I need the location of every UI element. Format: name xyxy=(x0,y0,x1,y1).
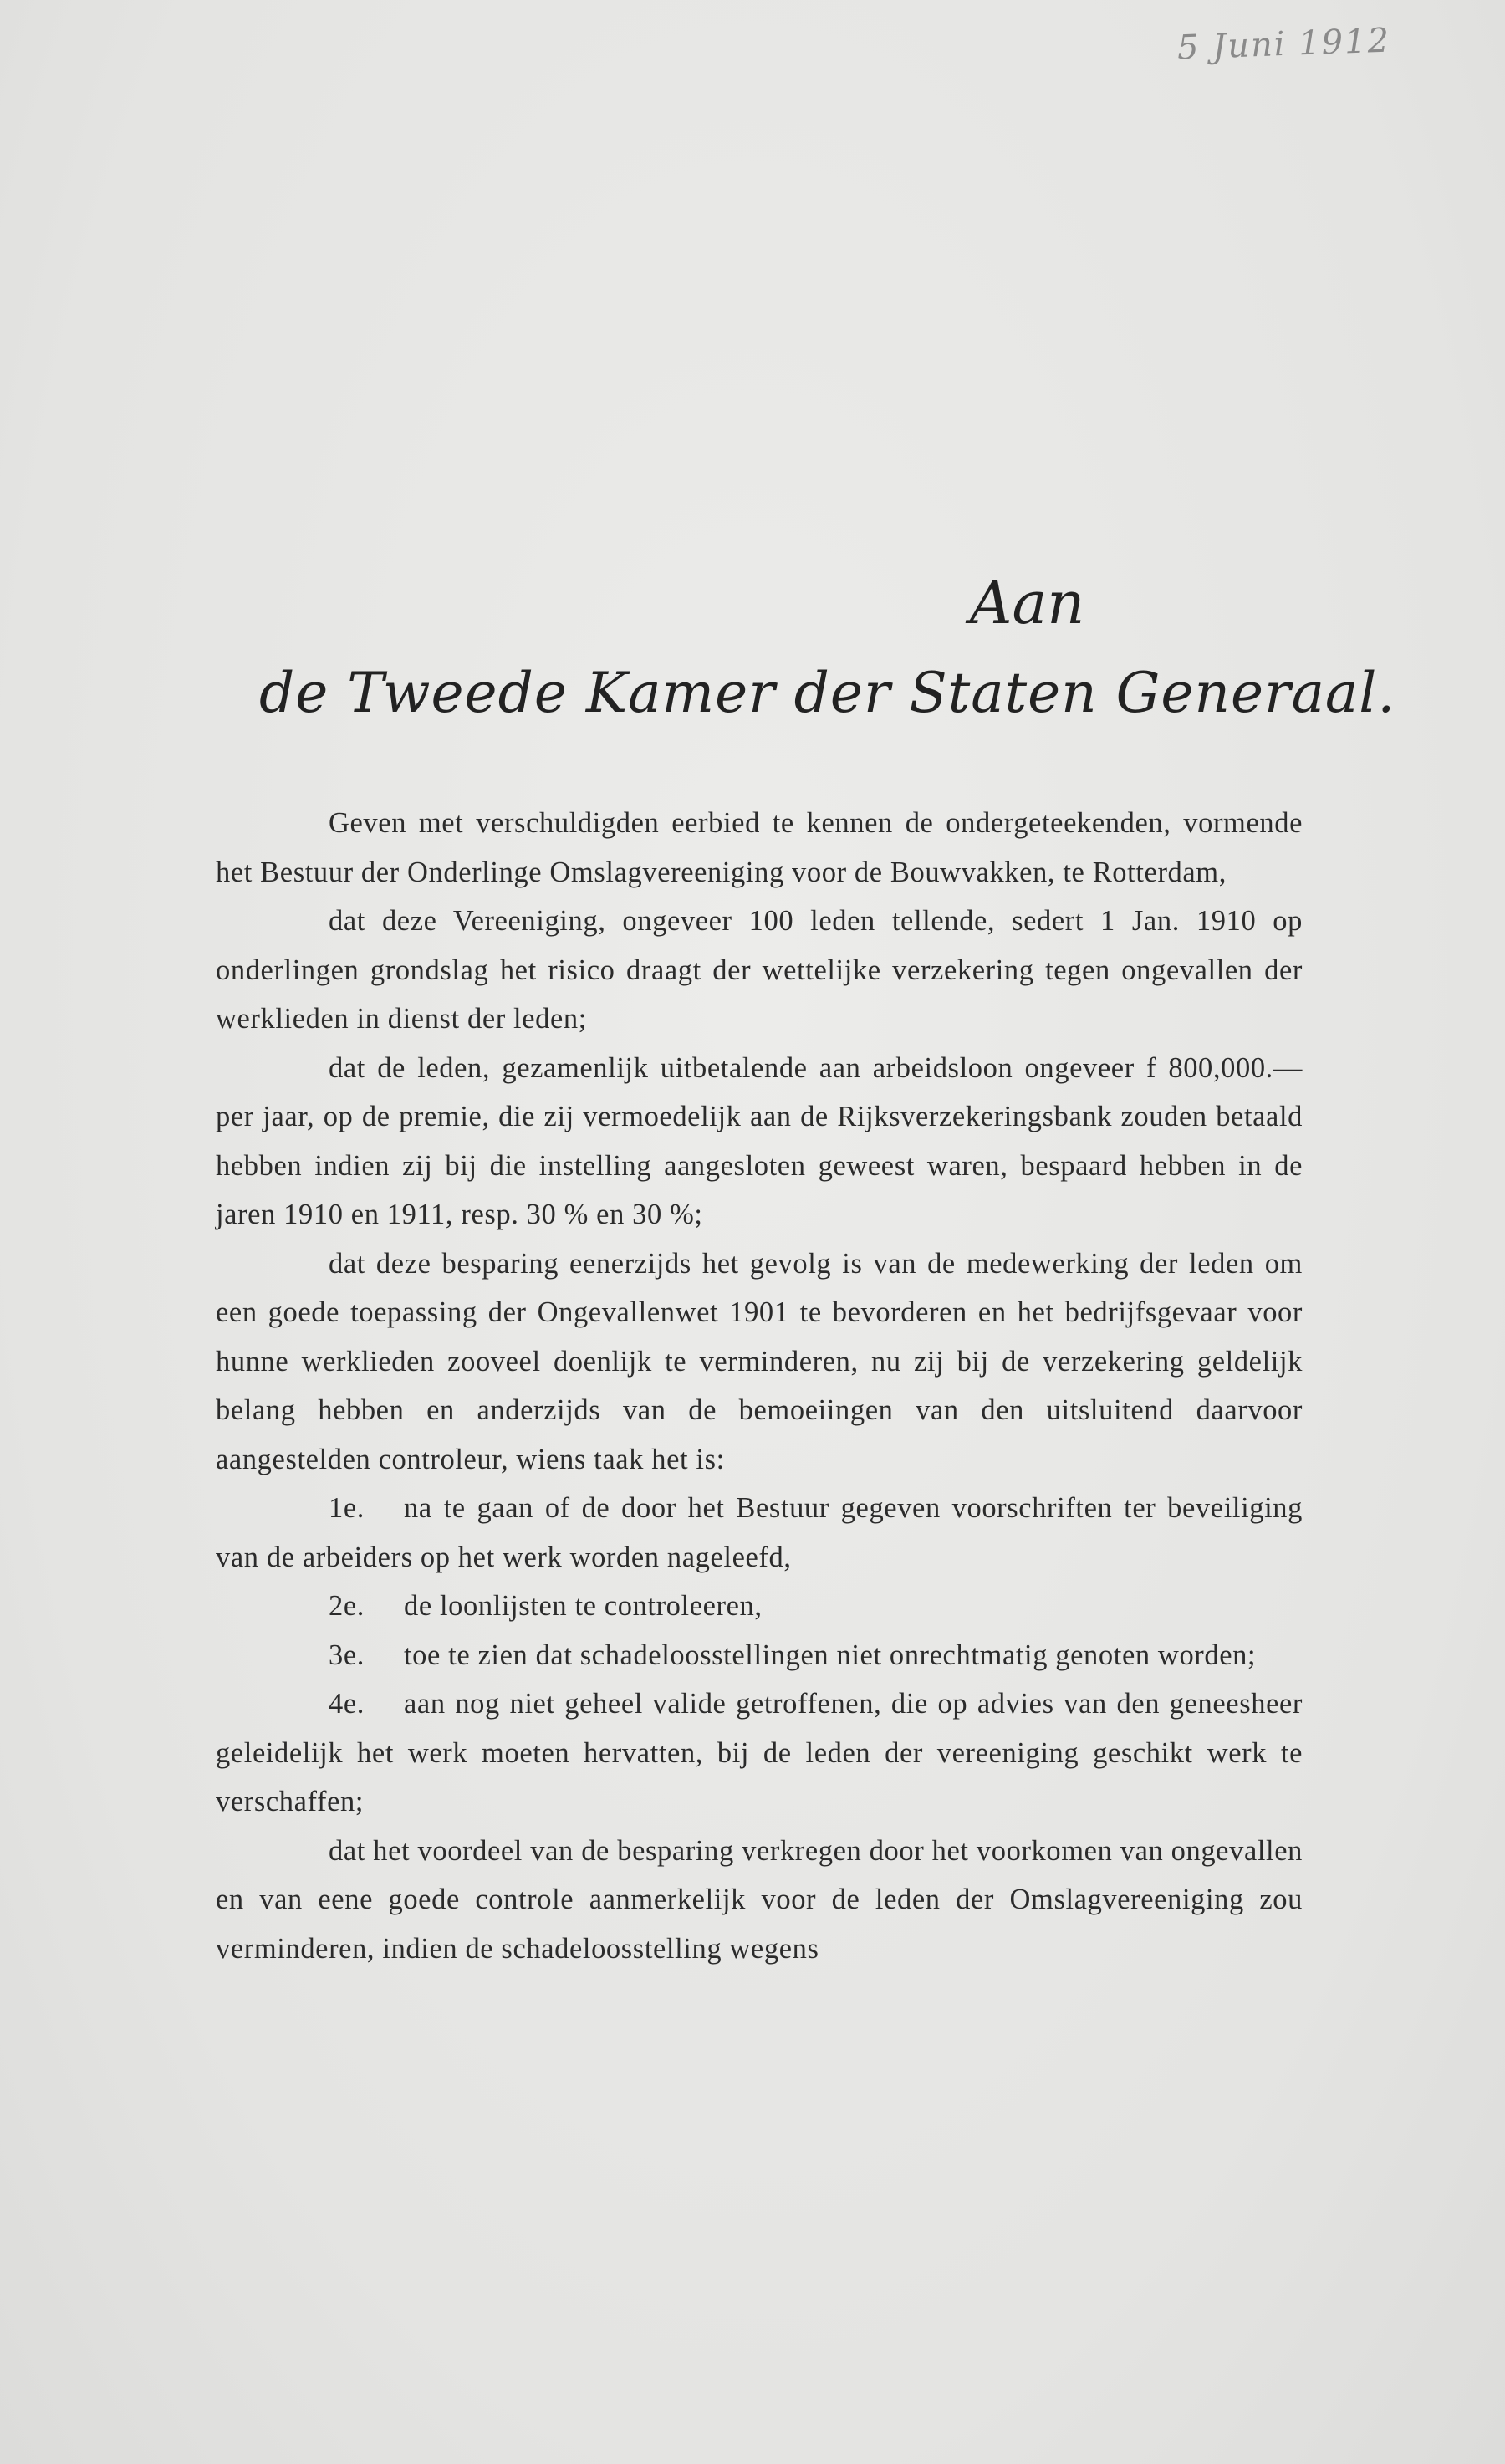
list-item xyxy=(216,1631,1303,1680)
paragraph-closing: dat het voordeel van de besparing verkregen door het voorkomen van ongevallen en van eene goede controle aanmerkelijk voor de leden der Omslagvereeniging zou verminderen, indien de schadeloosstelling wegens xyxy=(216,1834,1303,1965)
paragraph-medewerking: dat deze besparing eenerzijds het gevolg is van de medewerking der leden om een goede toepassing der Ongevallenwet 1901 te bevorderen en het bedrijfsgevaar voor hunne werklieden zooveel doenlijk te verminderen, nu zij bij de verzekering geldelijk belang hebben en anderzijds van de bemoeiingen van den uitsluitend daarvoor aangestelden controleur, wiens taak het is: xyxy=(216,1247,1303,1475)
list-item xyxy=(216,1679,1303,1827)
list-item-text: toe te zien dat schadeloosstellingen niet onrechtmatig genoten worden; xyxy=(404,1638,1257,1671)
paragraph-intro: Geven met verschuldigden eerbied te kennen de ondergeteekenden, vormende het Bestuur der Onderlinge Omslagvereeniging voor de Bouwvakken, te Rotterdam, xyxy=(216,807,1303,888)
list-item-number: 1e. xyxy=(329,1492,365,1524)
list-item xyxy=(216,1582,1303,1631)
list-item xyxy=(216,1484,1303,1582)
list-item-text: aan nog niet geheel valide getroffenen, die op advies van den geneesheer geleidelijk het werk moeten hervatten, bij de leden der vereeniging geschikt werk te verschaffen; xyxy=(216,1688,1303,1817)
paragraph-vereeniging: dat deze Vereeniging, ongeveer 100 leden tellende, sedert 1 Jan. 1910 op onderlingen grondslag het risico draagt der wettelijke verzekering tegen ongevallen der werklieden in dienst der leden; xyxy=(216,905,1303,1035)
petition-body xyxy=(216,799,1303,1973)
list-item-text: de loonlijsten te controleeren, xyxy=(404,1590,763,1622)
list-item-number: 4e. xyxy=(329,1688,365,1720)
handwritten-date-note: 5 Juni 1912 xyxy=(1176,21,1391,68)
paragraph-besparing: dat de leden, gezamenlijk uitbetalende aan arbeidsloon ongeveer f 800,000.— per jaar, op de premie, die zij vermoedelijk aan de Rijksverzekeringsbank zouden betaald hebben indien zij bij die instelling aangesloten geweest waren, bespaard hebben in de jaren 1910 en 1911, resp. 30 % en 30 %; xyxy=(216,1051,1303,1230)
list-item-text: na te gaan of de door het Bestuur gegeven voorschriften ter beveiliging van de arbeiders op het werk worden nageleefd, xyxy=(216,1492,1303,1573)
salutation-aan: Aan xyxy=(970,569,1085,637)
addressee-line: de Tweede Kamer der Staten Generaal. xyxy=(259,661,1396,725)
list-item-number: 2e. xyxy=(329,1590,365,1622)
list-item-number: 3e. xyxy=(329,1638,365,1671)
